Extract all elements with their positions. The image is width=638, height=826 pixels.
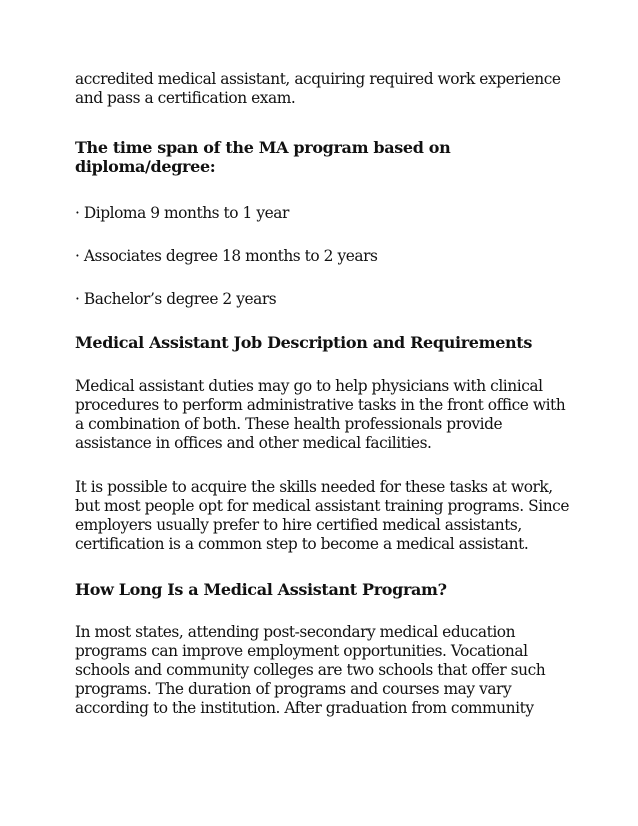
text-line: procedures to perform administrative tasks in the front office with: [75, 396, 566, 414]
heading-line: diploma/degree:: [75, 157, 216, 176]
paragraph-intro: [75, 70, 575, 108]
bullet-text: · Bachelor’s degree 2 years: [75, 290, 277, 308]
bullet-item-diploma: [75, 204, 575, 223]
heading-time-span: [75, 138, 575, 176]
text-line: schools and community colleges are two schools that offer such: [75, 661, 546, 679]
text-line: certification is a common step to become a medical assistant.: [75, 535, 529, 553]
text-line: according to the institution. After graduation from community: [75, 699, 534, 717]
paragraph-states: [75, 623, 575, 718]
bullet-item-associates: [75, 247, 575, 266]
heading-line: Medical Assistant Job Description and Requirements: [75, 333, 533, 352]
text-line: It is possible to acquire the skills needed for these tasks at work,: [75, 478, 553, 496]
paragraph-skills: [75, 478, 575, 554]
heading-how-long: [75, 580, 575, 599]
bullet-item-bachelors: [75, 290, 575, 309]
text-line: programs. The duration of programs and courses may vary: [75, 680, 512, 698]
heading-job-description: [75, 333, 575, 352]
bullet-text: · Diploma 9 months to 1 year: [75, 204, 289, 222]
text-line: and pass a certification exam.: [75, 89, 296, 107]
text-line: accredited medical assistant, acquiring required work experience: [75, 70, 561, 88]
heading-line: How Long Is a Medical Assistant Program?: [75, 580, 447, 599]
text-line: assistance in offices and other medical facilities.: [75, 434, 432, 452]
text-line: In most states, attending post-secondary medical education: [75, 623, 516, 641]
text-line: but most people opt for medical assistant training programs. Since: [75, 497, 569, 515]
text-line: a combination of both. These health professionals provide: [75, 415, 503, 433]
bullet-text: · Associates degree 18 months to 2 years: [75, 247, 378, 265]
paragraph-duties: [75, 377, 575, 453]
text-line: Medical assistant duties may go to help physicians with clinical: [75, 377, 543, 395]
heading-line: The time span of the MA program based on: [75, 138, 451, 157]
text-line: employers usually prefer to hire certified medical assistants,: [75, 516, 522, 534]
text-line: programs can improve employment opportunities. Vocational: [75, 642, 528, 660]
